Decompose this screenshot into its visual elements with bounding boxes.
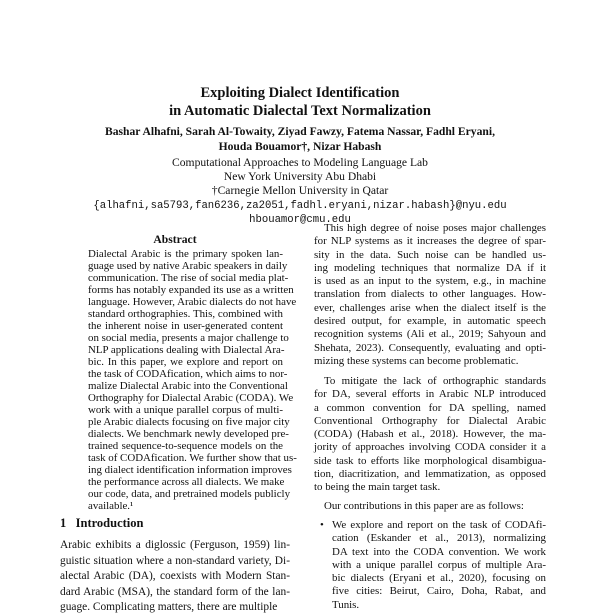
- contributions-intro: Our contributions in this paper are as follows:: [324, 500, 524, 512]
- text-line: ple Arabic dialects focusing on five major city: [88, 416, 290, 428]
- authors: [0, 125, 600, 154]
- text-line: trained sequence-to-sequence models on the: [88, 440, 283, 452]
- text-line: malize Dialectal Arabic into the Conventional: [88, 380, 288, 392]
- affiliation: †Carnegie Mellon University in Qatar: [211, 184, 389, 197]
- text-line: dialects. We benchmark newly developed pre-: [88, 428, 289, 440]
- author-line: Bashar Alhafni, Sarah Al-Towaity, Ziyad Fawzy, Fatema Nassar, Fadhl Eryani,: [105, 125, 495, 138]
- text-line: Orthography for Dialectal Arabic (CODA). We: [88, 392, 294, 404]
- text-line: on social media, presents a major challenge to: [88, 332, 289, 344]
- right-paragraph-2: [314, 375, 546, 495]
- text-line: Conventional Orthography for Dialectal Arabic: [314, 414, 546, 427]
- title-line: in Automatic Dialectal Text Normalization: [169, 103, 431, 119]
- text-line: DA text into the CODA convention. We work: [332, 545, 546, 558]
- email: {alhafni,sa5793,fan6236,za2051,fadhl.eryani,nizar.habash}@nyu.edu: [93, 200, 507, 212]
- text-line: for DA, several efforts in Arabic NLP introduced: [314, 388, 546, 401]
- text-line: with a unique parallel corpus of multiple Ara-: [332, 558, 546, 571]
- abstract-heading: Abstract: [153, 233, 197, 246]
- text-line: communication. The rise of social media plat-: [88, 272, 289, 284]
- text-line: guistic situation where a non-standard variety, Di-: [60, 554, 290, 567]
- text-line: alectal Arabic (DA), coexists with Modern Stan-: [60, 570, 290, 582]
- affiliation: New York University Abu Dhabi: [223, 170, 377, 183]
- text-line: work with a unique parallel corpus of multi-: [88, 404, 283, 416]
- introduction-text: [60, 538, 290, 616]
- text-line: translation from dialects to other languages. How-: [314, 288, 546, 301]
- text-line: recognition systems (Ali et al., 2019; Sahyoun and: [314, 328, 546, 341]
- text-line: for NLP systems as it increases the degree of spar-: [314, 235, 546, 248]
- text-line: Shehata, 2023). Consequently, evaluating and opti-: [314, 341, 546, 354]
- text-line: We explore and report on the task of CODAfi-: [332, 519, 546, 531]
- text-line: bic. In this paper, we explore and report on: [88, 356, 283, 368]
- title-line: Exploiting Dialect Identification: [200, 85, 400, 101]
- text-line: (CODA) (Habash et al., 2018). However, the ma-: [314, 428, 546, 441]
- section-heading-introduction: 1 Introduction: [60, 516, 144, 530]
- text-line: Arabic exhibits a diglossic (Ferguson, 1959) lin-: [60, 539, 290, 551]
- author-line: Houda Bouamor†, Nizar Habash: [218, 139, 382, 153]
- text-line: cation (Eskander et al., 2013), normalizing: [332, 532, 546, 545]
- text-line: ing dialect identification information improves: [88, 464, 292, 476]
- text-line: our code, data, and pretrained models publicly: [88, 488, 291, 500]
- affiliation: Computational Approaches to Modeling Language Lab: [172, 156, 428, 169]
- abstract: [88, 248, 297, 512]
- text-line: language. However, Arabic dialects do not have: [88, 296, 297, 308]
- text-line: ing modeling techniques that normalize DA if it: [314, 261, 546, 274]
- text-line: This high degree of noise poses major challenges: [324, 222, 546, 234]
- text-line: tion, diacritization, and lemmatization, as opposed: [314, 468, 546, 481]
- text-line: desired output, for example, in automatic speech: [314, 315, 546, 328]
- text-line: task of CODAfication. We further show that us-: [88, 452, 297, 464]
- text-line: sity in the data. Such noise can be handled us-: [314, 248, 546, 261]
- text-line: the performance across all dialects. We make: [88, 476, 285, 488]
- right-paragraph-1: [314, 222, 546, 368]
- text-line: dard Arabic (MSA), the standard form of the lan-: [60, 585, 290, 598]
- text-line: the task of CODAfication, which aims to nor-: [88, 368, 288, 380]
- text-line: is used as an input to the system, e.g., in machine: [314, 275, 546, 288]
- text-line: guage used by native Arabic speakers in daily: [88, 260, 288, 272]
- text-line: NLP applications dealing with Dialectal Ara-: [88, 344, 285, 356]
- text-line: the inherent noise in user-generated content: [88, 320, 283, 332]
- text-line: a common convention for DA spelling, named: [314, 401, 546, 414]
- text-line: jority of approaches involving CODA consider it a: [314, 441, 546, 454]
- affiliations: [0, 156, 600, 198]
- text-line: To mitigate the lack of orthographic standards: [324, 375, 546, 387]
- text-line: side task to efforts like morphological disambigua-: [314, 454, 546, 467]
- paper-title: [0, 84, 600, 120]
- email: hbouamor@cmu.edu: [249, 214, 351, 226]
- text-line: to being the main target task.: [314, 481, 441, 494]
- text-line: bic dialects (Eryani et al., 2020), focusing on: [332, 572, 546, 585]
- text-line: guage. Complicating matters, there are multiple: [60, 601, 278, 613]
- text-line: Dialectal Arabic is the primary spoken lan-: [88, 248, 283, 260]
- text-line: Tunis.: [332, 598, 360, 611]
- text-line: ever, challenges arise when the dialect itself is the: [314, 301, 546, 314]
- text-line: available.¹: [88, 500, 134, 512]
- text-line: standard orthographies. This, combined with: [88, 308, 283, 320]
- text-line: mizing these systems can become problematic.: [314, 354, 519, 367]
- text-line: five cities: Beirut, Cairo, Doha, Rabat, and: [332, 585, 546, 598]
- contribution-bullet: [332, 519, 546, 612]
- text-line: forms has notably expanded its use as a written: [88, 284, 294, 296]
- bullet-icon: •: [320, 519, 324, 531]
